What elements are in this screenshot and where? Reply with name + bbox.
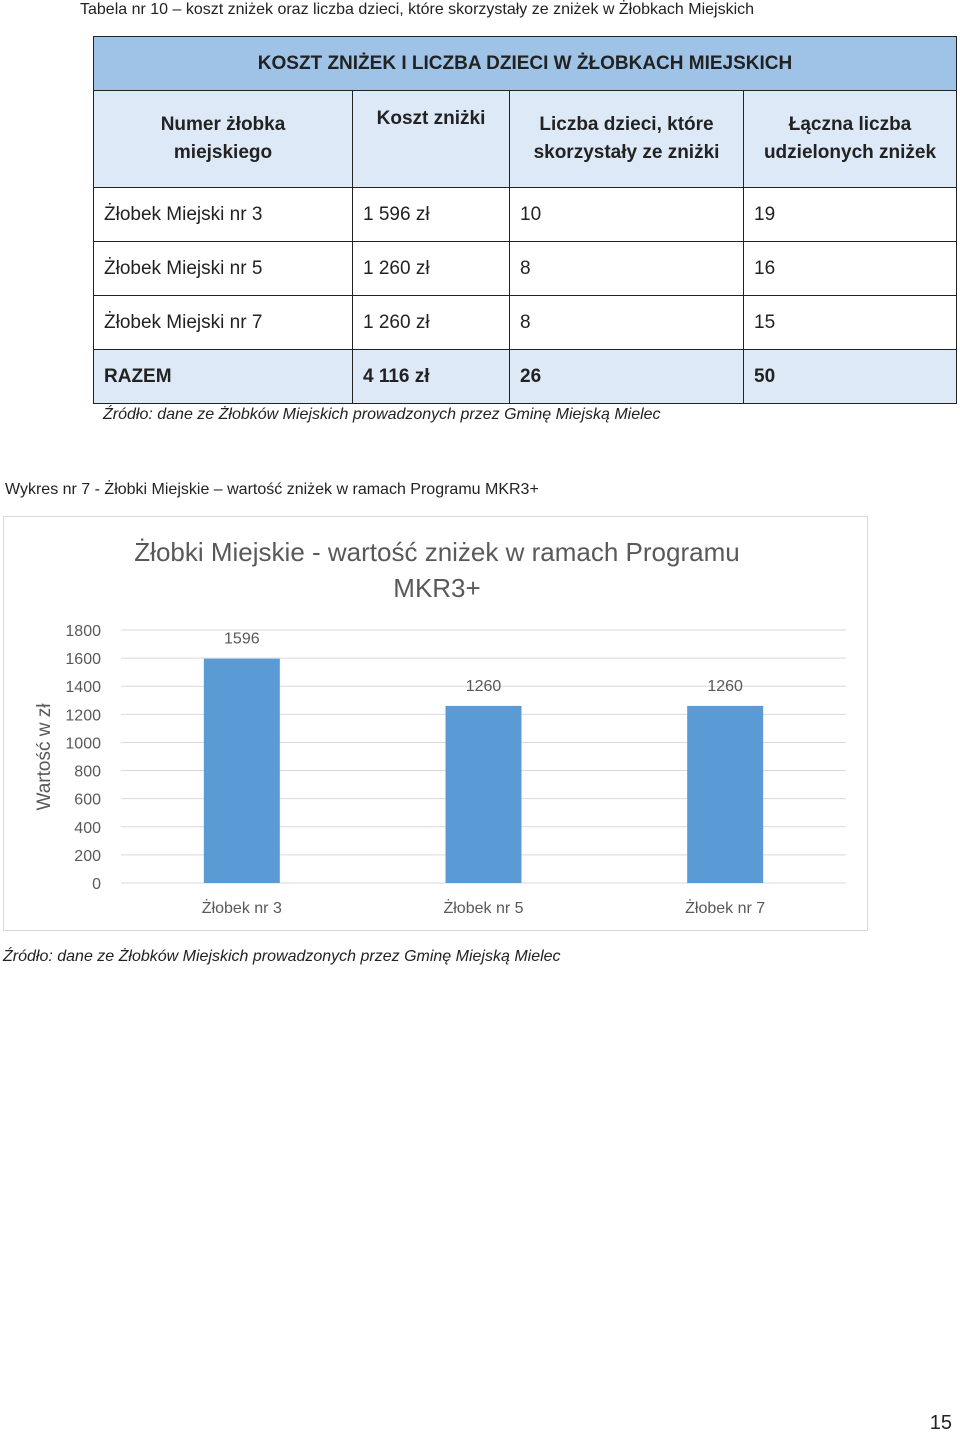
table-cell: 1 260 zł (353, 242, 510, 296)
table-title: KOSZT ZNIŻEK I LICZBA DZIECI W ŻŁOBKACH MIEJSKICH (94, 37, 957, 91)
header-cell-total-discounts: Łączna liczba udzielonych zniżek (744, 91, 957, 188)
y-tick-label: 1000 (65, 735, 101, 753)
y-tick-label: 1200 (65, 707, 101, 725)
table-cell: 8 (510, 296, 744, 350)
table-cell: 1 596 zł (353, 188, 510, 242)
bar-chart (4, 517, 869, 932)
x-tick-label: Żłobek nr 5 (443, 900, 524, 917)
table-cell: Żłobek Miejski nr 7 (94, 296, 353, 350)
x-tick-label: Żłobek nr 3 (201, 900, 282, 917)
header-cell-children: Liczba dzieci, które skorzystały ze zniżki (510, 91, 744, 188)
y-tick-label: 600 (74, 791, 101, 809)
chart-source-note: Źródło: dane ze Żłobków Miejskich prowadzonych przez Gminę Miejską Mielec (3, 948, 561, 965)
header-cell-nursery: Numer żłobka miejskiego (94, 91, 353, 188)
table-cell: 15 (744, 296, 957, 350)
data-label: 1260 (465, 677, 502, 695)
table-cell: 1 260 zł (353, 296, 510, 350)
table-total-row (94, 350, 957, 404)
y-tick-label: 400 (74, 819, 101, 837)
table-cell: 19 (744, 188, 957, 242)
chart-frame (3, 516, 868, 931)
data-label: 1260 (707, 677, 743, 695)
y-tick-label: 200 (74, 847, 101, 865)
bar-3 (687, 706, 763, 883)
data-label: 1596 (224, 630, 260, 648)
table-row (94, 188, 957, 242)
y-tick-label: 800 (74, 763, 101, 781)
y-axis-label: Wartość w zł (34, 703, 55, 811)
total-cell: 26 (510, 350, 744, 404)
total-cell: 50 (744, 350, 957, 404)
chart-title-line: MKR3+ (393, 573, 481, 603)
y-tick-label: 1600 (65, 651, 101, 669)
bar-1 (204, 659, 280, 883)
discount-table (93, 36, 957, 404)
bar-2 (446, 706, 522, 883)
y-tick-label: 1800 (65, 623, 101, 640)
header-cell-cost: Koszt zniżki (353, 91, 510, 188)
chart-title-line: Żłobki Miejskie - wartość zniżek w ramach Programu (134, 537, 740, 567)
page-number: 15 (929, 1412, 952, 1434)
total-cell: RAZEM (94, 350, 353, 404)
table-cell: 10 (510, 188, 744, 242)
total-cell: 4 116 zł (353, 350, 510, 404)
table-source-note: Źródło: dane ze Żłobków Miejskich prowadzonych przez Gminę Miejską Mielec (103, 406, 661, 423)
chart-caption: Wykres nr 7 - Żłobki Miejskie – wartość zniżek w ramach Programu MKR3+ (5, 481, 539, 498)
table-header-row (94, 91, 957, 188)
x-tick-label: Żłobek nr 7 (685, 900, 766, 917)
table-cell: 16 (744, 242, 957, 296)
table-cell: Żłobek Miejski nr 5 (94, 242, 353, 296)
table-row (94, 242, 957, 296)
y-tick-label: 1400 (65, 679, 101, 697)
table-cell: 8 (510, 242, 744, 296)
y-tick-label: 0 (92, 876, 101, 893)
table-caption: Tabela nr 10 – koszt zniżek oraz liczba dzieci, które skorzystały ze zniżek w Żłobkach Miejskich (80, 1, 755, 18)
table-cell: Żłobek Miejski nr 3 (94, 188, 353, 242)
table-row (94, 296, 957, 350)
